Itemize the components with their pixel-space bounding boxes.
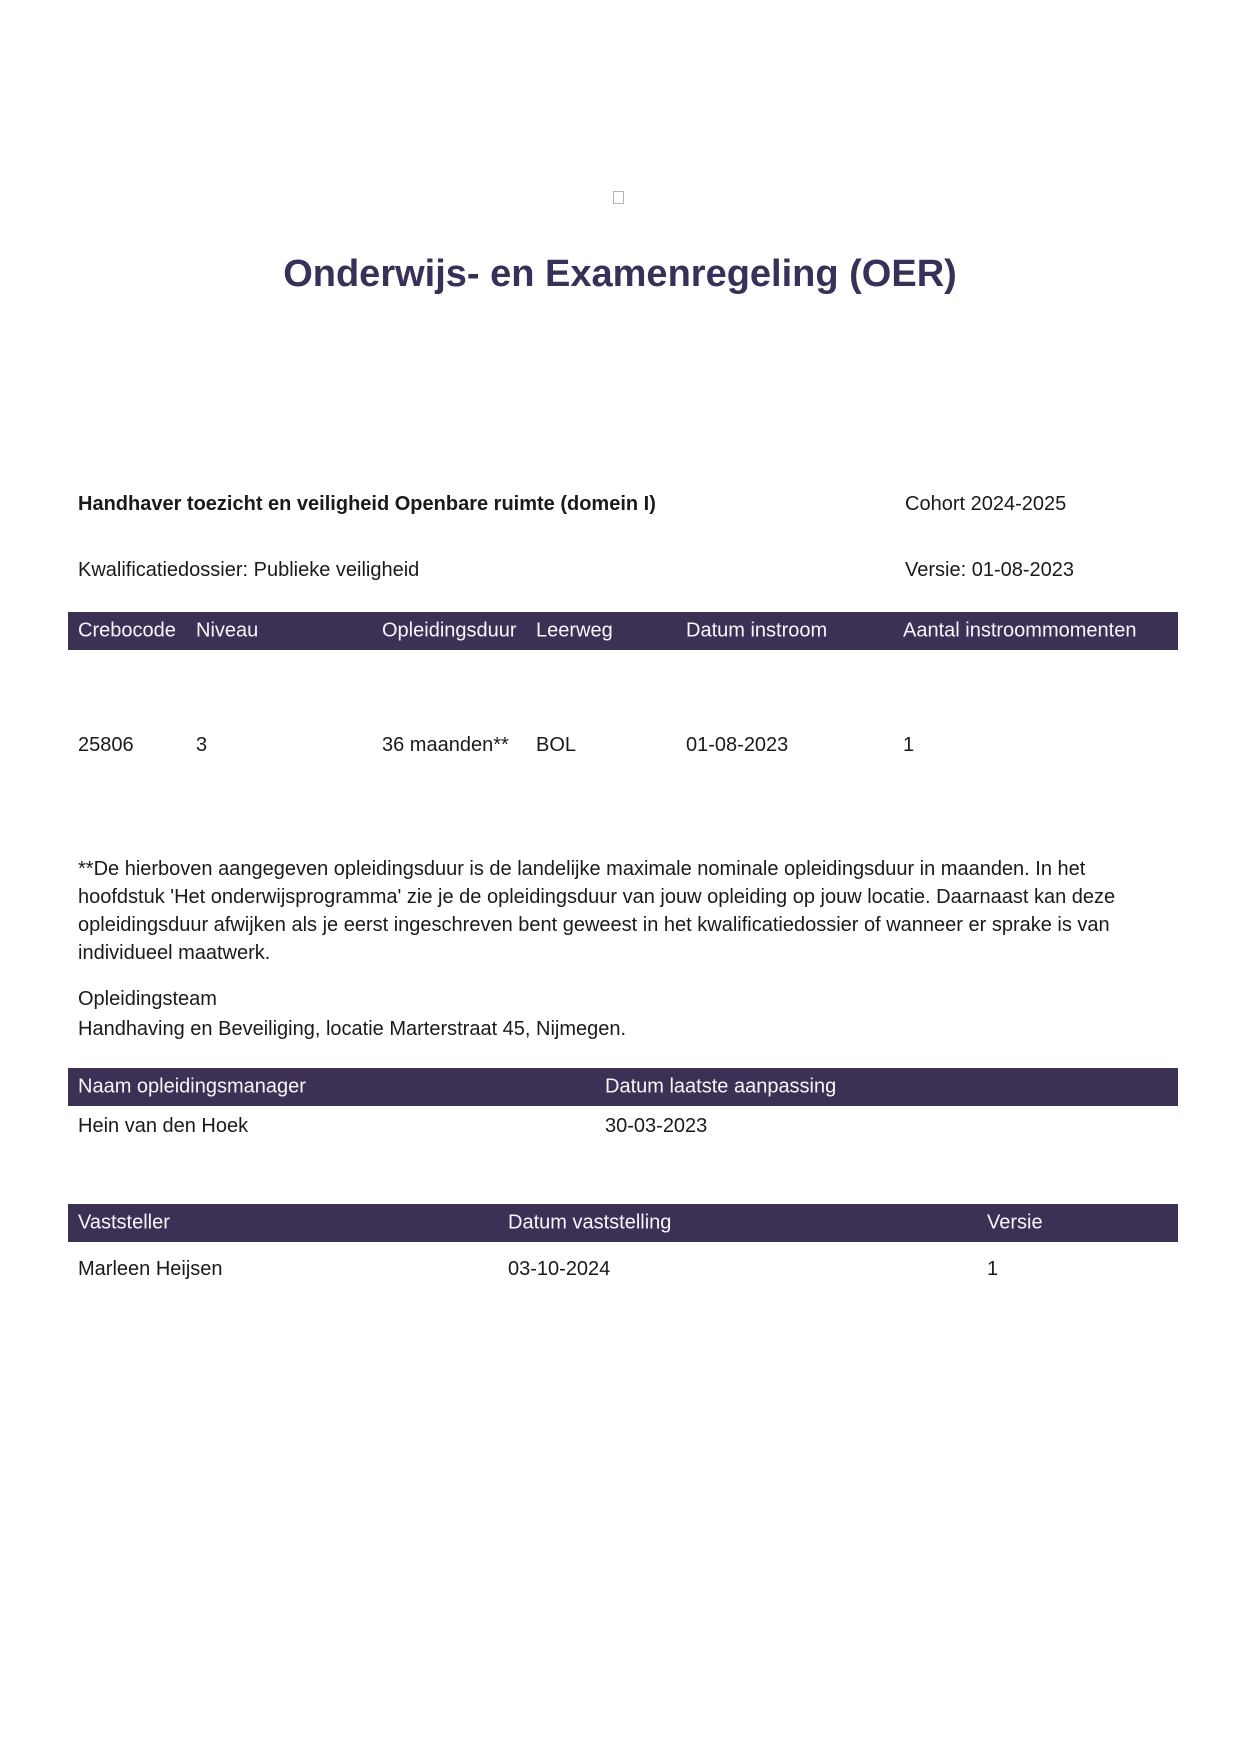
cell-manager-name: Hein van den Hoek: [78, 1115, 249, 1137]
header-leerweg: Leerweg: [536, 619, 613, 642]
qualification-label: Kwalificatiedossier: Publieke veiligheid: [78, 559, 420, 581]
approval-table: [68, 1204, 1178, 1280]
header-niveau: Niveau: [196, 619, 259, 642]
duration-footnote: **De hierboven aangegeven opleidingsduur is de landelijke maximale nominale opleidingsduur in maanden. In het hoofdstuk 'Het onderwijsprogramma' zie je de opleidingsduur van jouw opleiding op jouw locatie. Daarnaast kan deze opleidingsduur afwijken als je eerst ingeschreven bent geweest in het kwalificatiedossier of wanneer er sprake is van individueel maatwerk.: [78, 858, 1116, 964]
cell-aantal-instroommomenten: 1: [903, 734, 915, 756]
document-title: Onderwijs- en Examenregeling (OER): [283, 253, 957, 295]
header-datum-laatste-aanpassing: Datum laatste aanpassing: [605, 1075, 837, 1098]
header-naam-opleidingsmanager: Naam opleidingsmanager: [78, 1075, 306, 1098]
cell-opleidingsduur: 36 maanden**: [382, 734, 509, 756]
approval-table-header: [68, 1204, 1178, 1242]
cell-datum-instroom: 01-08-2023: [686, 734, 789, 756]
program-table-header: [68, 612, 1178, 650]
header-opleidingsduur: Opleidingsduur: [382, 619, 517, 642]
header-datum-vaststelling: Datum vaststelling: [508, 1211, 672, 1234]
manager-table-header: [68, 1068, 1178, 1106]
header-datum-instroom: Datum instroom: [686, 619, 828, 642]
header-versie: Versie: [987, 1211, 1043, 1234]
team-heading: Opleidingsteam: [78, 988, 217, 1010]
program-table: [68, 612, 1178, 756]
manager-table: [68, 1068, 1178, 1137]
cell-last-modified-date: 30-03-2023: [605, 1115, 708, 1137]
program-name: Handhaver toezicht en veiligheid Openbare ruimte (domein I): [78, 493, 656, 515]
header-crebocode: Crebocode: [78, 619, 176, 642]
cell-crebocode: 25806: [78, 734, 134, 756]
cohort-label: Cohort 2024-2025: [905, 493, 1067, 515]
cell-niveau: 3: [196, 734, 208, 756]
team-block: [78, 984, 626, 1044]
team-description: Handhaving en Beveiliging, locatie Marterstraat 45, Nijmegen.: [78, 1018, 627, 1040]
missing-image-placeholder: [613, 191, 624, 204]
cell-vaststelling-date: 03-10-2024: [508, 1258, 611, 1280]
version-label: Versie: 01-08-2023: [905, 559, 1075, 581]
header-aantal-instroommomenten: Aantal instroommomenten: [903, 619, 1137, 642]
header-vaststeller: Vaststeller: [78, 1211, 170, 1234]
cell-vaststeller-name: Marleen Heijsen: [78, 1258, 223, 1280]
cell-versie-number: 1: [987, 1258, 999, 1280]
cell-leerweg: BOL: [536, 734, 577, 756]
